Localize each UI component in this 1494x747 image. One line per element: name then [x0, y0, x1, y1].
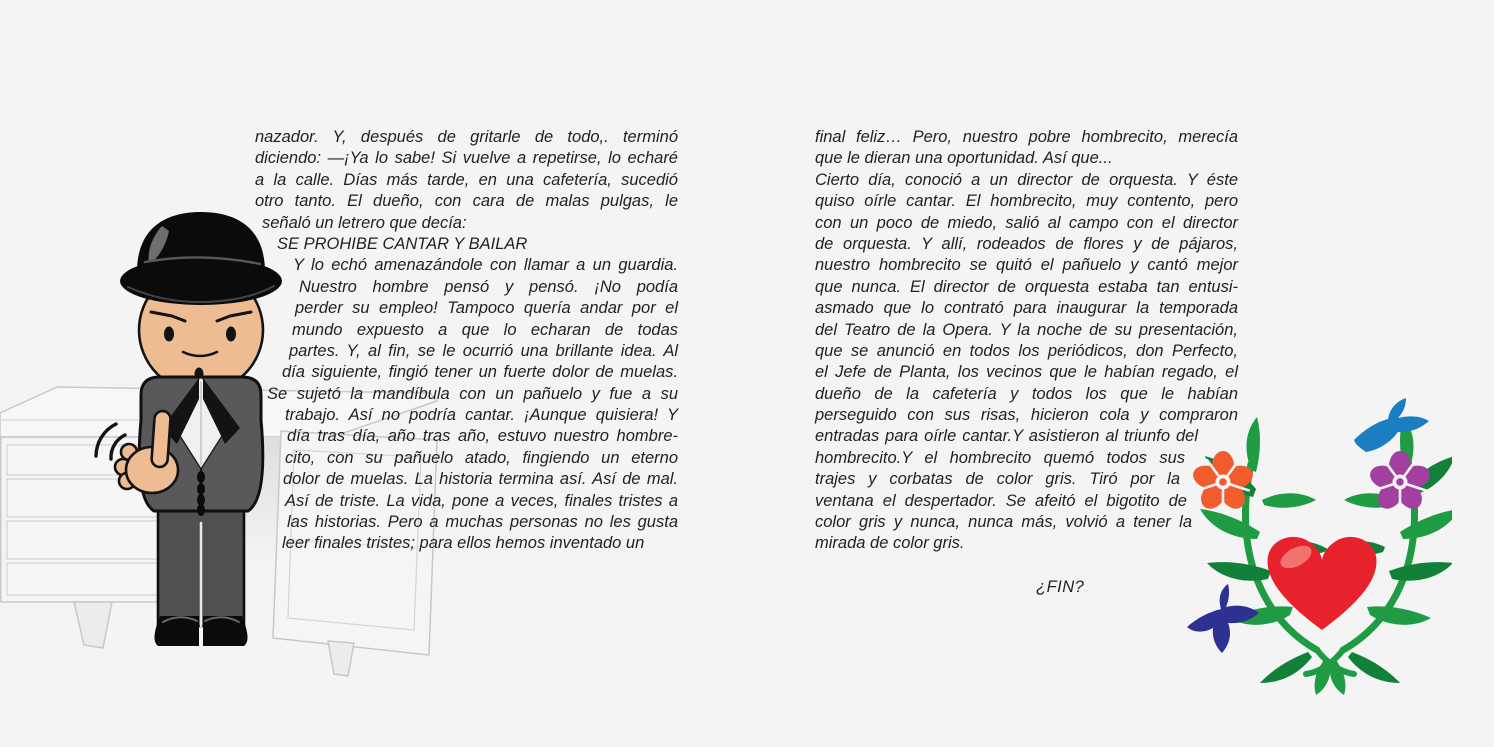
- story-line: del Teatro de la Opera. Y la noche de su presentación,: [815, 320, 1238, 339]
- story-line: trabajo. Así no podría cantar. ¡Aunque quisiera! Y: [285, 406, 678, 425]
- story-line: diciendo: —¡Ya lo sabe! Si vuelve a repetirse, lo echaré: [255, 149, 678, 168]
- story-line: hombrecito.Y el hombrecito quemó todos sus: [815, 448, 1185, 467]
- story-line: trajes y corbatas de color gris. Tiró por la: [815, 470, 1180, 489]
- story-line: mundo expuesto a que lo echaran de todas: [292, 320, 678, 339]
- left-eye: [164, 327, 174, 342]
- story-line: Y lo echó amenazándole con llamar a un guardia.: [293, 256, 678, 275]
- fin-label: ¿FIN?: [1036, 578, 1085, 596]
- story-line: partes. Y, al fin, se le ocurrió una brillante idea. Al: [289, 341, 678, 360]
- story-line: de orquesta. Y allí, rodeados de flores y de pájaros,: [815, 234, 1238, 253]
- story-line: que se anunció en todos los periódicos, don Perfecto,: [815, 341, 1238, 360]
- story-line: mirada de color gris.: [815, 534, 965, 553]
- story-line: otro tanto. El dueño, con cara de malas pulgas, le: [255, 192, 678, 211]
- story-line: nuestro hombrecito se quitó el pañuelo y cantó mejor: [815, 256, 1238, 275]
- story-line: asmado que lo contrató para inaugurar la temporada: [815, 299, 1238, 318]
- story-line: cito, con su pañuelo atado, fingiendo un eterno: [285, 448, 678, 467]
- story-line: día tras día, año tras año, estuvo nuestro hombre-: [287, 427, 678, 446]
- right-eye: [226, 327, 236, 342]
- story-line: Se sujetó la mandíbula con un pañuelo y fue a su: [267, 384, 678, 403]
- story-line: perder su empleo! Tampoco quería andar por el: [295, 299, 678, 318]
- right-page-text: [815, 127, 1238, 555]
- story-line: el Jefe de Planta, los vecinos que le habían regado, el: [815, 363, 1238, 382]
- story-line: señaló un letrero que decía:: [262, 213, 467, 232]
- story-line: Nuestro hombre pensó y pensó. ¡No podía: [299, 277, 678, 296]
- story-line: ventana el despertador. Se afeitó el bigotito de: [815, 491, 1187, 510]
- story-line: nazador. Y, después de gritarle de todo,. terminó: [255, 128, 678, 146]
- story-line: con un poco de miedo, salió al campo con el director: [815, 213, 1238, 232]
- story-line: SE PROHIBE CANTAR Y BAILAR: [277, 234, 528, 253]
- story-line: dueño de la cafetería y todos los que le habían: [815, 384, 1238, 403]
- blue-bird-icon: [1354, 398, 1429, 452]
- story-line: día siguiente, fingió tener un fuerte dolor de muelas.: [282, 363, 678, 382]
- story-line: las historias. Pero a muchas personas no les gusta: [287, 513, 678, 532]
- left-page-text: [255, 127, 678, 555]
- story-line: que le dieran una oportunidad. Así que...: [815, 149, 1113, 168]
- story-line: leer finales tristes; para ellos hemos inventado un: [282, 534, 645, 553]
- story-line: Cierto día, conoció a un director de orquesta. Y éste: [815, 170, 1238, 189]
- story-line: entradas para oírle cantar.Y asistieron al triunfo del: [815, 427, 1198, 446]
- story-line: quiso oírle cantar. El hombrecito, muy contento, pero: [815, 192, 1238, 211]
- story-line: que nunca. El director de orquesta estaba tan entusi-: [815, 277, 1238, 296]
- navy-bird-icon: [1187, 584, 1259, 653]
- story-line: color gris y nunca, nunca más, volvió a tener la: [815, 513, 1192, 532]
- story-line: Así de triste. La vida, pone a veces, finales tristes a: [285, 491, 678, 510]
- story-line: a la calle. Días más tarde, en una cafetería, sucedió: [255, 170, 678, 189]
- story-line: perseguido con sus risas, hicieron cola y compraron: [815, 406, 1238, 425]
- story-line: final feliz… Pero, nuestro pobre hombrecito, merecía: [815, 128, 1238, 146]
- story-line: dolor de muelas. La historia termina así. Así de mal.: [283, 470, 678, 489]
